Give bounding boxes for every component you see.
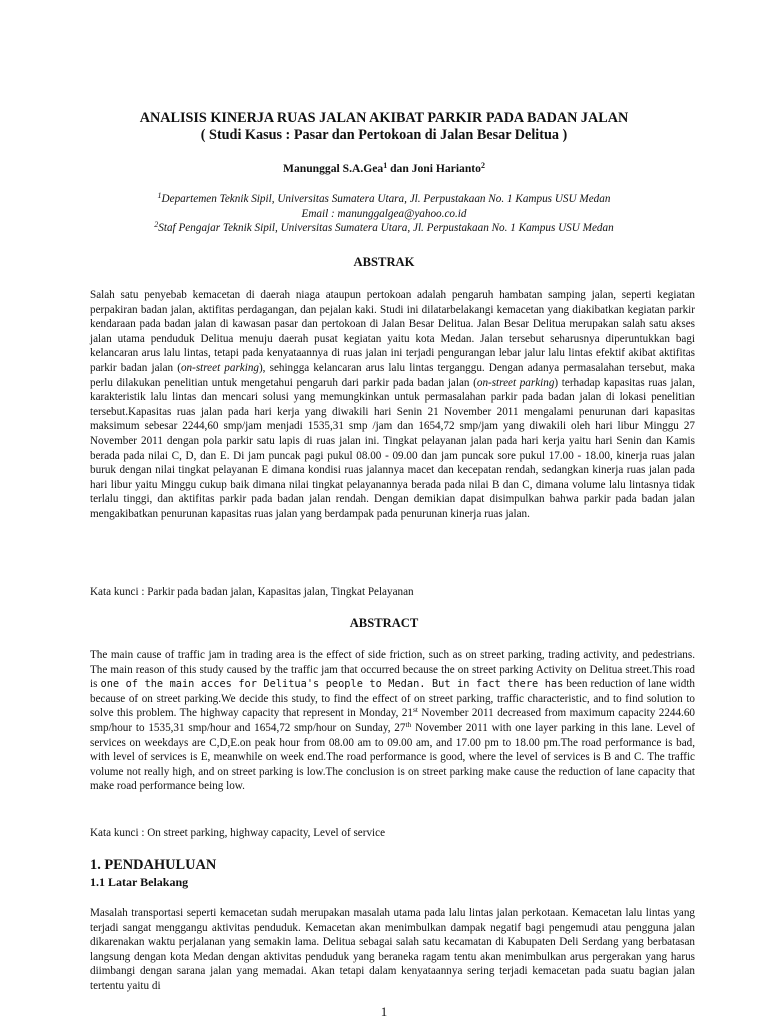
page-number: 1 <box>380 1004 388 1019</box>
affiliation-1 <box>0 192 768 206</box>
author-superscript: 2 <box>480 161 485 170</box>
abstrak-heading: ABSTRAK <box>353 255 415 269</box>
paper-title: ANALISIS KINERJA RUAS JALAN AKIBAT PARKIR PADA BADAN JALAN <box>139 110 629 126</box>
abstract-text: November 2011 decreased from maximum capacity 2244.60 smp/hour to 1535,31 smp/hour and 1654,72 smp/hour on Sunday, 27 <box>90 707 695 734</box>
abstract-text: November 2011 with one layer parking in this lane. Level of services on weekdays are C,D,E.on peak hour from 08.00 am to 09.00 am, and 17.00 pm to 18.00 pm.The road performance is bad, with level of services is E, meanwhile on week end.The road performance is good, where the level of services is B and C. The traffic volume not really high, and on street parking is low.The conclusion is on street parking make cause the reduction of lane capacity that make road performance being low. <box>90 721 695 793</box>
affiliation-superscript: 2 <box>154 220 159 229</box>
abstrak-italic-term: on-street parking <box>180 361 259 374</box>
ordinal-suffix: th <box>405 719 412 729</box>
abstract-body <box>90 648 695 794</box>
abstract-text: The main cause of traffic jam in trading area is the effect of side friction, such as on street parking, trading activity, and pedestrians. The main reason of this study caused by the traffic jam that occurred because the on street parking Activity on Delitua street.This road is <box>90 649 695 691</box>
abstrak-text: ) terhadap kapasitas ruas jalan, karakteristik lalu lintas dan mencari solusi yang memungkinkan untuk permasalahan parkir pada badan jalan di lokasi penelitian tersebut.Kapasitas ruas jalan pada hari kerja yang diwakili hari Senin 21 November 2011 mengalami penurunan dari kapasitas maksimum sebesar 2244,60 smp/jam menjadi 1535,31 smp /jam dan 1654,72 smp/jam yang diwakili oleh hari libur Minggu 27 November 2011 dengan pola parkir satu lapis di ruas jalan ini. Tingkat pelayanan jalan pada hari kerja yaitu hari Senin dan Kamis berada pada nilai C, D, dan E. Di jam puncak pagi pukul 08.00 - 09.00 dan jam puncak sore pukul 17.00 - 18.00, kinerja ruas jalan buruk dengan nilai tingkat pelayanan E dimana kondisi ruas jalannya macet dan kecepatan rendah, sedangkan kinerja ruas jalan pada hari libur yaitu Minggu cukup baik dimana nilai tingkat pelayanannya berada pada nilai B dan C, dimana volume lalu lintasnya tidak terlalu tinggi, dan aktifitas parkir pada badan jalan rendah. Dengan demikian dapat disimpulkan bahwa parkir pada badan jalan mengakibatkan penurunan kapasitas ruas jalan yang berdampak pada penurunan kinerja ruas jalan. <box>90 376 695 520</box>
abstract-keywords: Kata kunci : On street parking, highway capacity, Level of service <box>90 827 386 839</box>
section-heading: 1. PENDAHULUAN <box>90 857 217 873</box>
abstrak-keywords: Kata kunci : Parkir pada badan jalan, Kapasitas jalan, Tingkat Pelayanan <box>90 586 414 598</box>
abstrak-text: ), sehingga kelancaran arus lalu lintas terganggu. Dengan adanya permasalahan tersebut, maka perlu dilakukan penelitian untuk mengetahui pengaruh dari parkir pada badan jalan ( <box>90 361 695 389</box>
author-line <box>0 162 768 176</box>
abstrak-body <box>90 288 695 522</box>
affiliation-text: Staf Pengajar Teknik Sipil, Universitas Sumatera Utara, Jl. Perpustakaan No. 1 Kampus USU Medan <box>158 222 614 234</box>
author-superscript: 1 <box>383 161 388 170</box>
affiliation-text: Departemen Teknik Sipil, Universitas Sumatera Utara, Jl. Perpustakaan No. 1 Kampus USU Medan <box>161 193 611 205</box>
ordinal-suffix: st <box>412 705 418 715</box>
abstrak-italic-term: on-street parking <box>476 376 555 389</box>
abstrak-text: Salah satu penyebab kemacetan di daerah niaga ataupun pertokoan adalah pengaruh hambatan samping jalan, seperti kegiatan perpakiran badan jalan, aktifitas perdagangan, dan pejalan kaki. Studi ini dilatarbelakangi kemacetan yang diakibatkan kegiatan parkir kendaraan pada badan jalan di kawasan pasar dan pertokoan di Jalan Besar Delitua. Jalan Besar Delitua merupakan salah satu akses jalan utama penduduk Delitua menuju daerah pusat kegiatan yaitu kota Medan. Jalan tersebut seharusnya diperuntukkan bagi kelancaran arus lalu lintas, tetapi pada kenyataannya di ruas jalan ini terjadi pengurangan lebar jalur lalu lintas efektif akibat aktifitas parkir badan jalan ( <box>90 289 695 374</box>
affiliation-2 <box>0 221 768 235</box>
abstract-mono-text: one of the main acces for Delitua's people to Medan. But in fact there has <box>100 678 564 691</box>
abstract-heading: ABSTRACT <box>349 616 419 630</box>
abstract-text: been reduction of lane width because of on street parking.We decide this study, to find the effect of on street parking, traffic characteristic, and to find solution to solve this problem. The highway capacity that represent in Monday, 21 <box>90 678 695 720</box>
subsection-heading: 1.1 Latar Belakang <box>90 875 189 889</box>
author-name: Manunggal S.A.Gea <box>283 162 384 175</box>
author-email: Email : manunggalgea@yahoo.co.id <box>301 208 467 220</box>
affiliation-superscript: 1 <box>157 191 162 200</box>
author-connector: dan <box>387 162 412 175</box>
author-name: Joni Harianto <box>411 162 481 175</box>
section-body: Masalah transportasi seperti kemacetan sudah merupakan masalah utama pada lalu lintas jalan perkotaan. Kemacetan lalu lintas yang terjadi sangat menggangu aktivitas penduduk. Kemacetan akan menimbulkan dampak negatif bagi pengemudi atau pengguna jalan dikarenakan waktu perjalanan yang semakin lama. Delitua sebagai salah satu kecamatan di Kabupaten Deli Serdang yang berbatasan langsung dengan kota Medan dengan aktivitas penduduk yang beraneka ragam tentu akan menimbulkan arus pergerakan yang harus diimbangi dengan sarana jalan yang memadai. Akan tetapi dalam kenyataannya sering terjadi kemacetan pada suatu bagian jalan tertentu yaitu di <box>90 907 695 992</box>
paper-subtitle: ( Studi Kasus : Pasar dan Pertokoan di Jalan Besar Delitua ) <box>200 127 568 143</box>
